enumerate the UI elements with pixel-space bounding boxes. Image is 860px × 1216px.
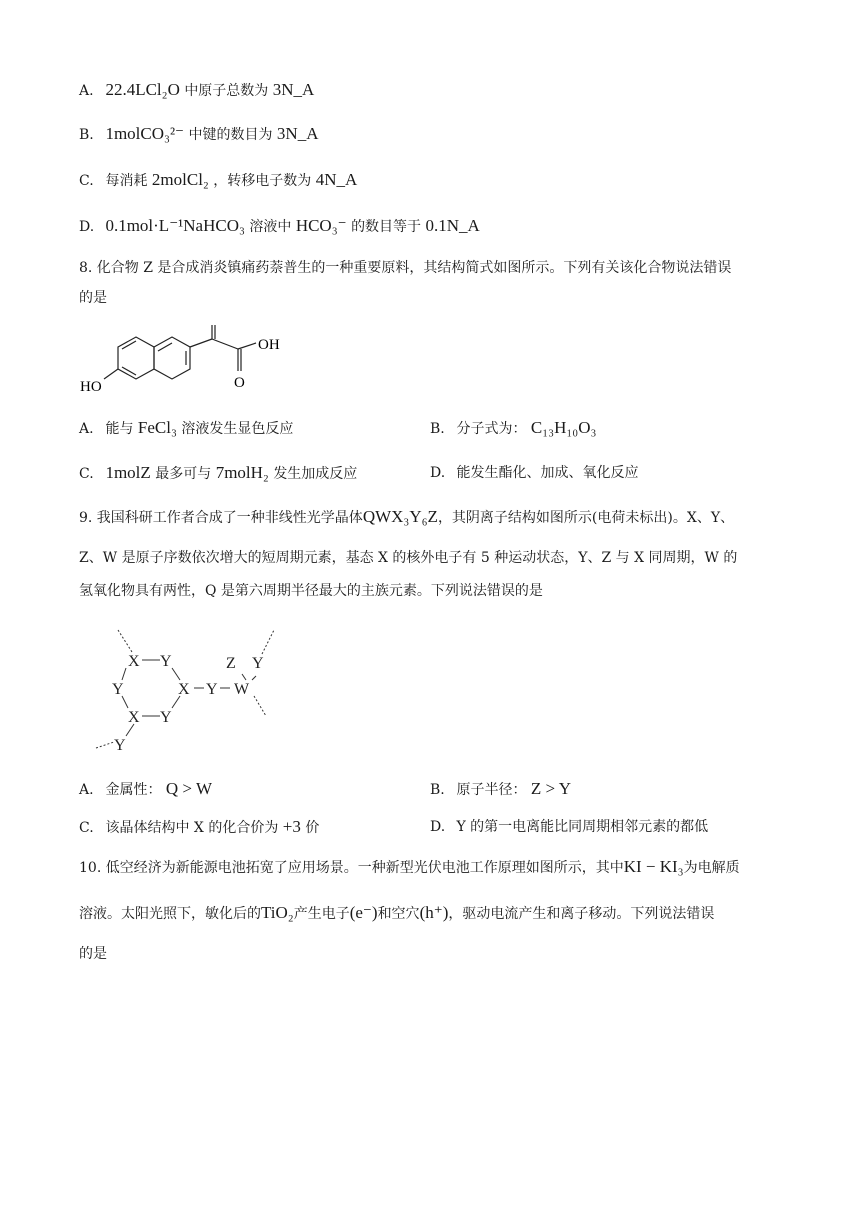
option-prefix: 原子半径： bbox=[456, 782, 527, 798]
y-atom: Y bbox=[114, 737, 126, 754]
y-atom: Y bbox=[112, 681, 124, 698]
hole-symbol: (h⁺) bbox=[419, 903, 449, 922]
z-atom: Z bbox=[226, 655, 236, 672]
o-label: O bbox=[234, 375, 245, 391]
w-atom: W bbox=[234, 681, 250, 698]
stem-text: 产生电子 bbox=[293, 906, 350, 922]
option-label: B. bbox=[79, 127, 94, 143]
formula-value: 0.1N_A bbox=[425, 216, 480, 235]
option-text: 溶液发生显色反应 bbox=[181, 421, 294, 437]
ho-label: HO bbox=[80, 379, 102, 395]
q9-option-c bbox=[79, 817, 319, 838]
formula: 22.4LCl₂O bbox=[105, 80, 180, 99]
q7-option-d bbox=[79, 216, 480, 237]
option-text: 价 bbox=[305, 820, 320, 836]
x-atom: X bbox=[178, 681, 190, 698]
oh-label: OH bbox=[258, 337, 280, 353]
q8-option-c bbox=[79, 463, 357, 484]
q8-stem-line1: 8. 化合物 Z 是合成消炎镇痛药萘普生的一种重要原料，其结构简式如图所示。下列有关该化合物说法错误 bbox=[79, 260, 732, 276]
stem-text: 和空穴 bbox=[377, 906, 420, 922]
q9-option-a bbox=[79, 779, 212, 800]
stem-text: 10. 低空经济为新能源电池拓宽了应用场景。一种新型光伏电池工作原理如图所示，其中 bbox=[79, 860, 624, 876]
stem-text: ，其阴离子结构如图所示(电荷未标出)。X、Y、 bbox=[437, 510, 735, 526]
formula: +3 bbox=[282, 817, 301, 836]
option-label: C. bbox=[79, 466, 94, 482]
option-text: ，转移电子数为 bbox=[213, 173, 312, 189]
stem-text: 为电解质 bbox=[683, 860, 740, 876]
option-text: Y 的第一电离能比同周期相邻元素的都低 bbox=[456, 819, 709, 835]
x-atom: X bbox=[128, 709, 140, 726]
q9-stem-line2: Z、W 是原子序数依次增大的短周期元素，基态 X 的核外电子有 5 种运动状态，Y、Z 与 X 同周期，W 的 bbox=[79, 550, 738, 566]
q8-option-a bbox=[79, 418, 293, 439]
option-text: 该晶体结构中 X 的化合价为 bbox=[105, 820, 279, 836]
q8-stem-line2: 的是 bbox=[79, 290, 107, 306]
electron-symbol: (e⁻) bbox=[349, 903, 378, 922]
q9-structure-diagram bbox=[88, 624, 288, 754]
q9-option-d bbox=[430, 817, 708, 837]
y-atom: Y bbox=[206, 681, 218, 698]
y-atom: Y bbox=[160, 709, 172, 726]
formula: 1molZ bbox=[105, 463, 151, 482]
option-label: A. bbox=[79, 421, 94, 437]
q7-option-a bbox=[79, 80, 314, 101]
formula: FeCl₃ bbox=[137, 418, 177, 437]
y-atom: Y bbox=[160, 653, 172, 670]
formula: 1molCO₃²⁻ bbox=[105, 124, 185, 143]
option-label: B. bbox=[430, 782, 445, 798]
stem-text: 溶液。太阳光照下，敏化后的 bbox=[79, 906, 261, 922]
q8-structure-diagram bbox=[78, 325, 298, 405]
stem-formula: QWX₃Y₆Z bbox=[362, 507, 438, 526]
x-atom: X bbox=[128, 653, 140, 670]
option-prefix: 每消耗 bbox=[105, 173, 148, 189]
stem-formula: TiO₂ bbox=[261, 903, 294, 922]
q10-stem-line3: 的是 bbox=[79, 946, 107, 962]
formula: 7molH₂ bbox=[215, 463, 269, 482]
q9-stem-line1 bbox=[79, 507, 734, 528]
option-label: C. bbox=[79, 173, 94, 189]
formula: HCO₃⁻ bbox=[295, 216, 347, 235]
formula: Z > Y bbox=[530, 779, 572, 798]
q7-option-c bbox=[79, 170, 357, 191]
formula: 2molCl₂ bbox=[151, 170, 209, 189]
formula: C₁₃H₁₀O₃ bbox=[530, 418, 597, 437]
q10-stem-line1 bbox=[79, 857, 740, 878]
y-atom: Y bbox=[252, 655, 264, 672]
q8-option-b bbox=[430, 418, 596, 439]
option-label: A. bbox=[79, 83, 94, 99]
option-text: 中原子总数为 bbox=[184, 83, 269, 99]
option-label: C. bbox=[79, 820, 94, 836]
q10-stem-line2 bbox=[79, 903, 714, 924]
formula: Q > W bbox=[165, 779, 213, 798]
option-text: 溶液中 bbox=[249, 219, 292, 235]
option-text: 的数目等于 bbox=[351, 219, 422, 235]
option-prefix: 能与 bbox=[105, 421, 134, 437]
option-label: B. bbox=[430, 421, 445, 437]
option-text: 最多可与 bbox=[155, 466, 212, 482]
option-prefix: 金属性： bbox=[105, 782, 162, 798]
formula: 0.1mol·L⁻¹NaHCO₃ bbox=[105, 216, 245, 235]
option-text: 发生加成反应 bbox=[273, 466, 358, 482]
q7-option-b bbox=[79, 124, 318, 145]
q9-option-b bbox=[430, 779, 571, 800]
option-label: D. bbox=[79, 219, 95, 235]
option-text: 中键的数目为 bbox=[188, 127, 273, 143]
q8-option-d bbox=[430, 463, 638, 483]
stem-text: 9. 我国科研工作者合成了一种非线性光学晶体 bbox=[79, 510, 363, 526]
option-label: D. bbox=[430, 465, 446, 481]
stem-formula: KI − KI₃ bbox=[623, 857, 684, 876]
option-label: D. bbox=[430, 819, 446, 835]
option-text: 能发生酯化、加成、氧化反应 bbox=[456, 465, 639, 481]
stem-text: ，驱动电流产生和离子移动。下列说法错误 bbox=[448, 906, 715, 922]
option-prefix: 分子式为： bbox=[456, 421, 527, 437]
formula-value: 3N_A bbox=[272, 80, 315, 99]
formula-value: 3N_A bbox=[276, 124, 319, 143]
option-label: A. bbox=[79, 782, 94, 798]
q9-stem-line3: 氢氧化物具有两性，Q 是第六周期半径最大的主族元素。下列说法错误的是 bbox=[79, 583, 543, 599]
formula-value: 4N_A bbox=[315, 170, 358, 189]
